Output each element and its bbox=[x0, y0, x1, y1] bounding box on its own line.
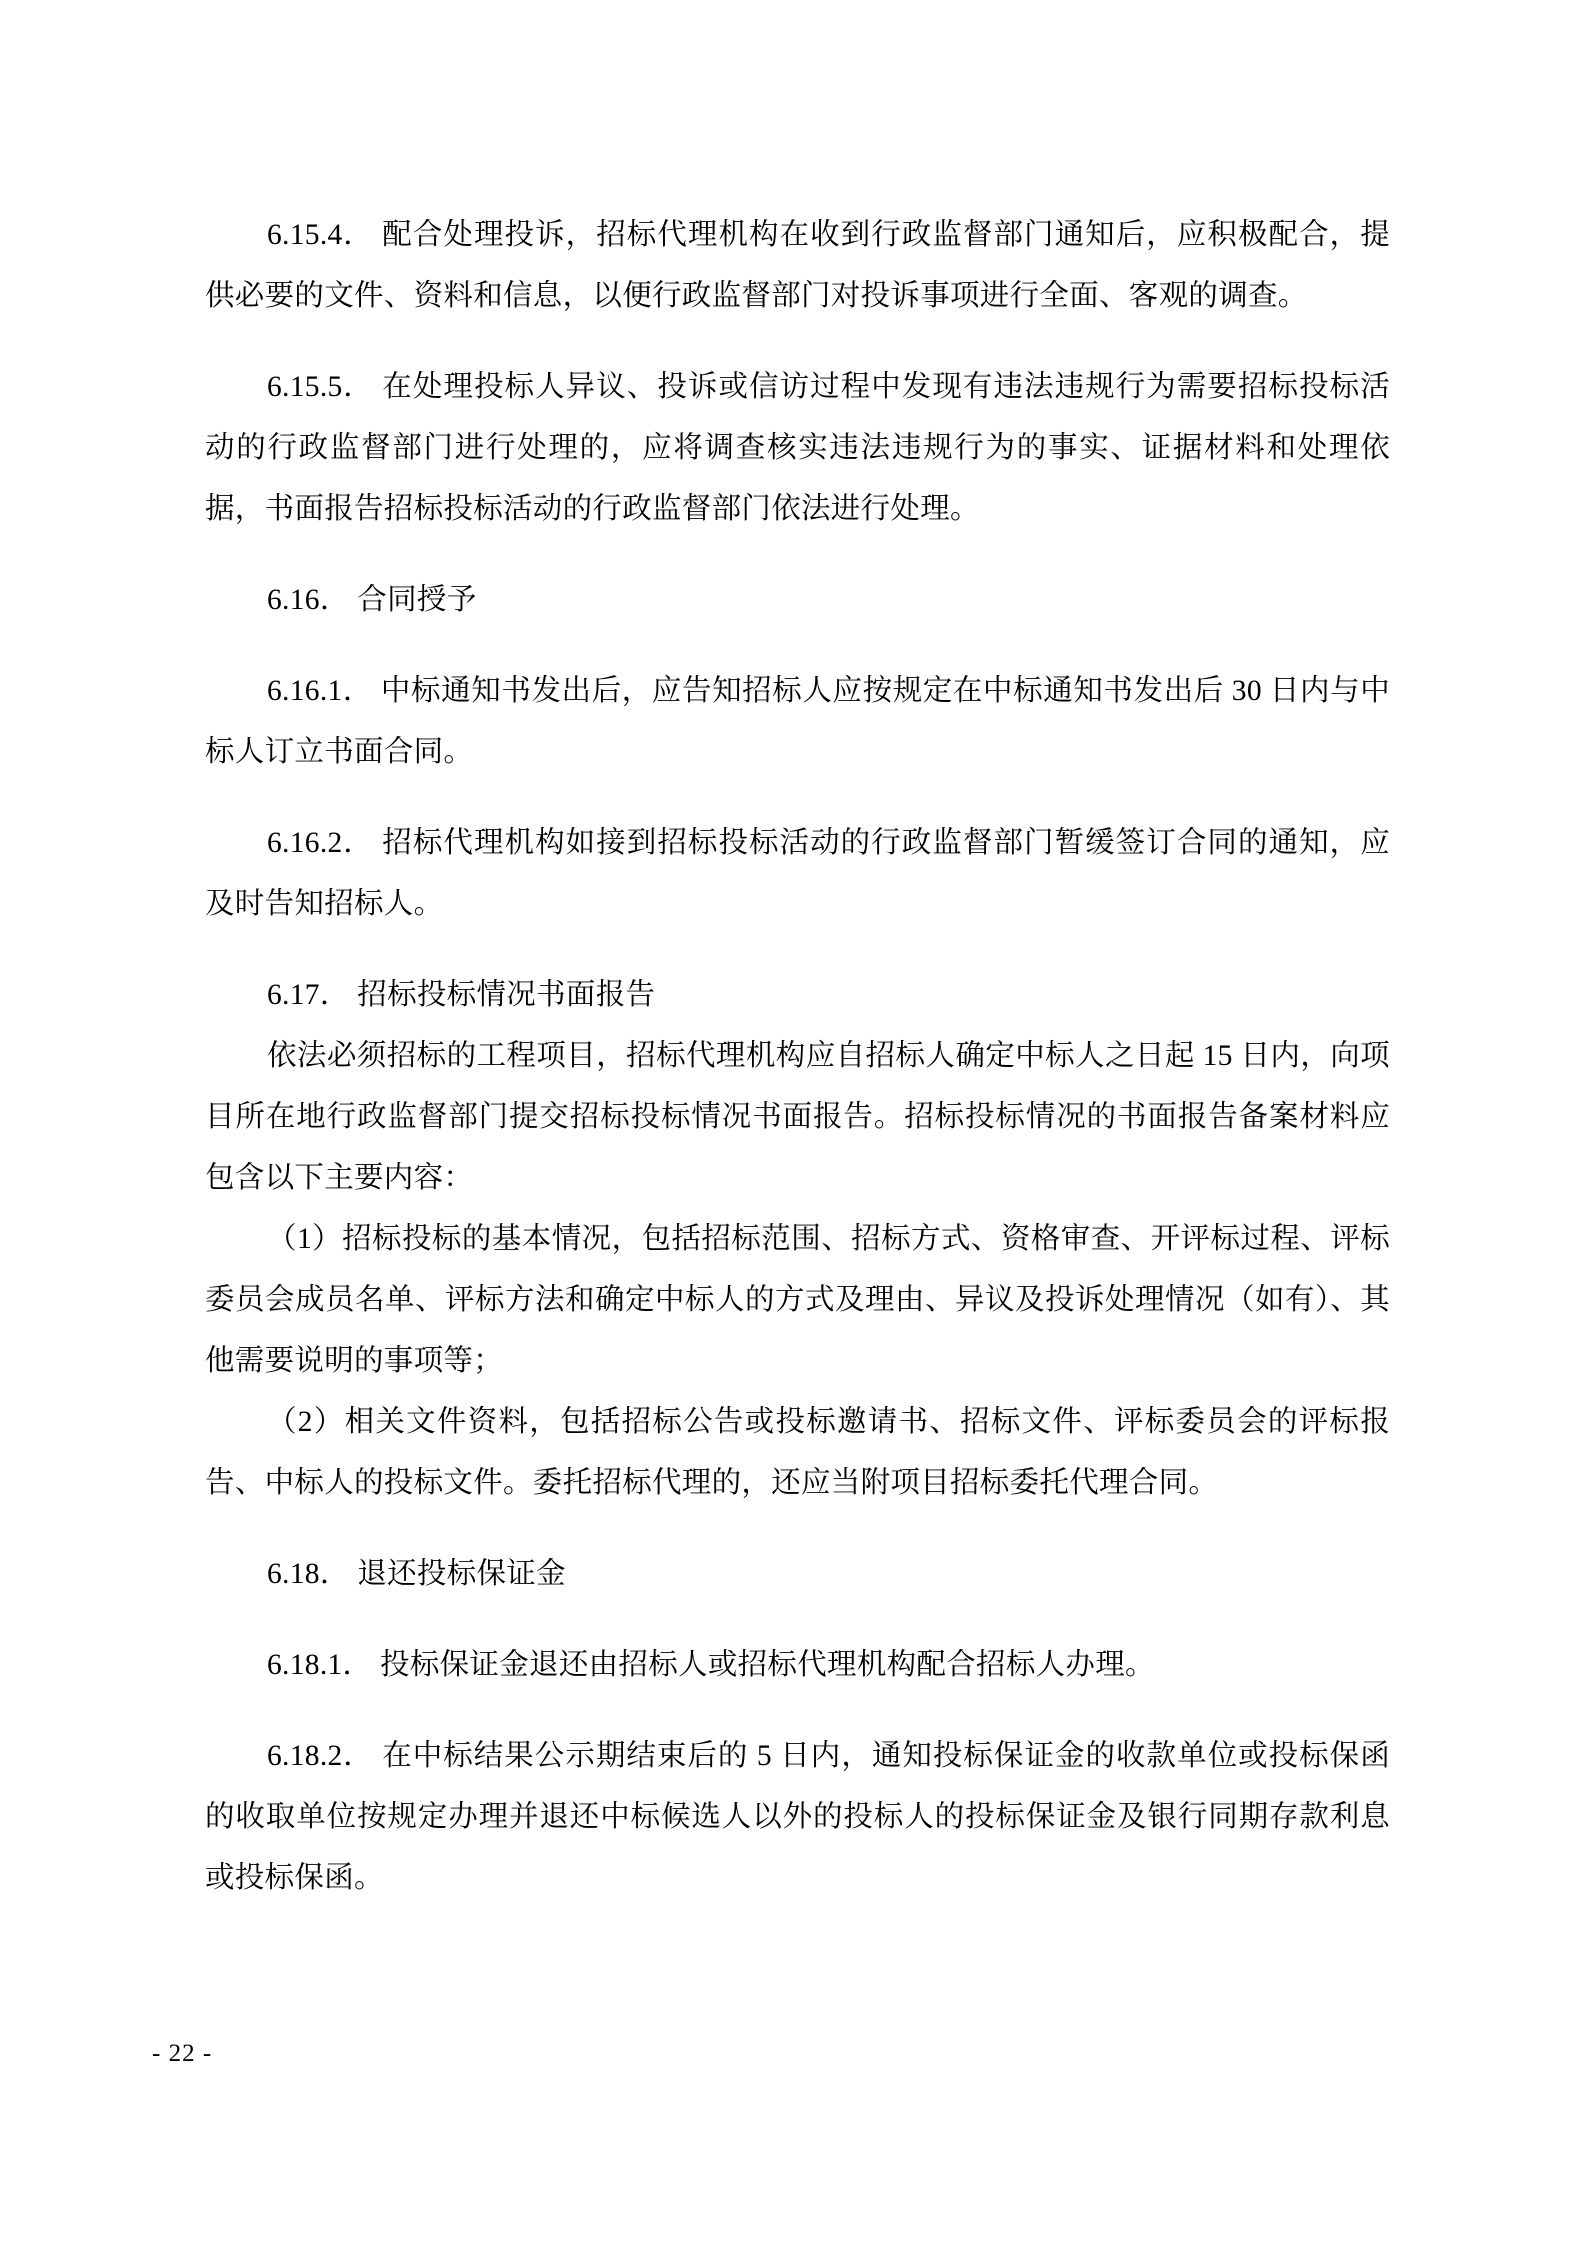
paragraph-6-15-5: 6.15.5． 在处理投标人异议、投诉或信访过程中发现有违法违规行为需要招标投标活动的行政监督部门进行处理的，应将调查核实违法违规行为的事实、证据材料和处理依据，书面报告招标投标活动的行政监督部门依法进行处理。 bbox=[205, 371, 1390, 525]
paragraph-6-18-2: 6.18.2． 在中标结果公示期结束后的 5 日内，通知投标保证金的收款单位或投标保函的收取单位按规定办理并退还中标候选人以外的投标人的投标保证金及银行同期存款利息或投标保函。 bbox=[205, 1740, 1390, 1894]
paragraph-6-15-4: 6.15.4． 配合处理投诉，招标代理机构在收到行政监督部门通知后，应积极配合，提供必要的文件、资料和信息，以便行政监督部门对投诉事项进行全面、客观的调查。 bbox=[205, 219, 1390, 312]
paragraph-6-16-1: 6.16.1． 中标通知书发出后，应告知招标人应按规定在中标通知书发出后 30 日内与中标人订立书面合同。 bbox=[205, 675, 1390, 768]
paragraph-6-16-2: 6.16.2． 招标代理机构如接到招标投标活动的行政监督部门暂缓签订合同的通知，应及时告知招标人。 bbox=[205, 827, 1390, 920]
paragraph-6-17-item-1: （1）招标投标的基本情况，包括招标范围、招标方式、资格审查、开评标过程、评标委员会成员名单、评标方法和确定中标人的方式及理由、异议及投诉处理情况（如有）、其他需要说明的事项等； bbox=[205, 1223, 1390, 1377]
document-body bbox=[205, 175, 1390, 1909]
paragraph-6-17-item-2: （2）相关文件资料，包括招标公告或投标邀请书、招标文件、评标委员会的评标报告、中标人的投标文件。委托招标代理的，还应当附项目招标委托代理合同。 bbox=[205, 1406, 1390, 1499]
page-number: - 22 - bbox=[152, 2040, 213, 2067]
paragraph-6-18-1: 6.18.1． 投标保证金退还由招标人或招标代理机构配合招标人办理。 bbox=[267, 1649, 1155, 1681]
heading-6-17: 6.17． 招标投标情况书面报告 bbox=[267, 979, 656, 1011]
paragraph-6-17-body: 依法必须招标的工程项目，招标代理机构应自招标人确定中标人之日起 15 日内，向项目所在地行政监督部门提交招标投标情况书面报告。招标投标情况的书面报告备案材料应包含以下主要内容： bbox=[205, 1040, 1390, 1194]
heading-6-16: 6.16． 合同授予 bbox=[267, 584, 477, 616]
heading-6-18: 6.18． 退还投标保证金 bbox=[267, 1558, 566, 1590]
